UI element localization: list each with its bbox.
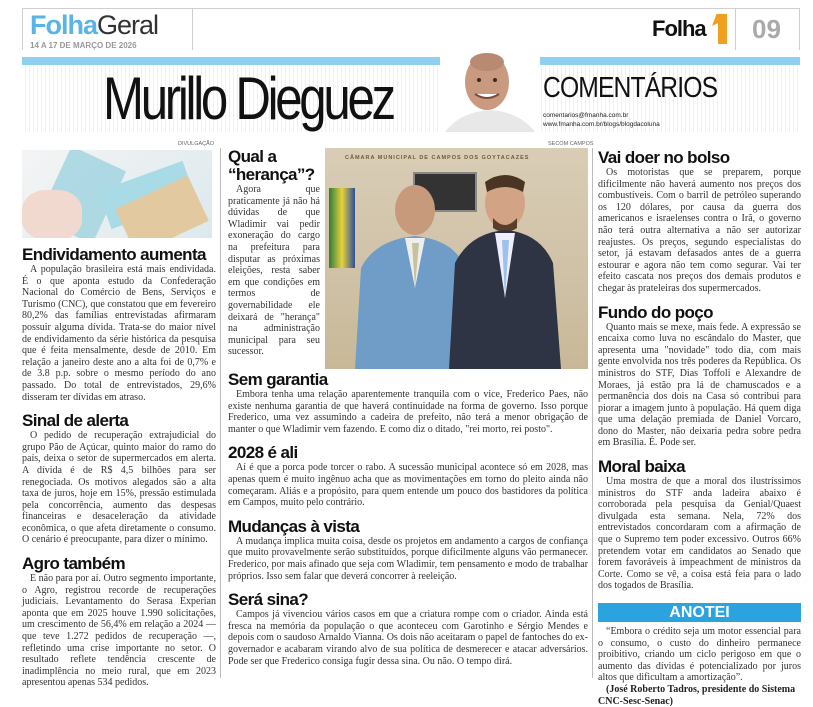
article-title: Moral baixa xyxy=(598,457,685,477)
header-divider xyxy=(735,9,736,50)
section-brand xyxy=(30,11,158,39)
column-title: COMENTÁRIOS xyxy=(543,72,718,104)
right-column xyxy=(598,149,801,707)
article-title: Fundo do poço xyxy=(598,302,713,322)
article-body-lead: Embora tenha uma xyxy=(236,389,315,400)
article-body: Aí é que a porca pode torcer o rabo. A sucessão municipal acontece só em 2028, mas apenas quem é muito ingênuo acha que as movimentações em torno do pleito ainda não começaram. Aliás e a propósito, para quem entende um pouco dos bastidores da política em Campos, muito pelo contrário. xyxy=(228,462,588,509)
article-body-continued: relação aparentemente tranquila com o vice, Frederico Paes, não existe nenhuma garantia de que haverá continuidade na forma de governo. Isso porque Frederico, uma vez assumindo a cadeira de prefeito, não terá a menor obrigação de manter o que Wladimir vem fazendo. E como diz o ditado, "rei morto, rei posto". xyxy=(228,389,589,435)
article-body: Quanto mais se mexe, mais fede. A expressão se encaixa como luva no escândalo do Master, que apresenta uma "novidade" todo dia, com mais gente envolvida nos três poderes da República. Os ministros do STF, Dias Toffoli e Alexandre de Moraes, já estão pra lá de chamuscados e a permanência dos dois na Casa só contribui para piorar a imagem junto à população. Há quem diga que uma delação premiada de Daniel Vorcaro, dono do Master, não deixaria pedra sobre pedra em Brasília. É. Pode ser. xyxy=(598,321,801,449)
article-body: Agora que praticamente já não há dúvidas de que Wladimir vai pedir exoneração do cargo na prefeitura para disputar as próximas eleições, resta saber em que condições em termos de governabilidade ele deixará de "herança" na administração municipal para seu sucessor. xyxy=(228,184,320,358)
article-heranca xyxy=(228,148,320,358)
column-email[interactable]: comentarios@fmanha.com.br xyxy=(543,112,629,119)
author-photo xyxy=(440,50,540,132)
anotei-quote: “Embora o crédito seja um motor essencial para o consumo, o custo do dinheiro permanece proibitivo, criando um ciclo perigoso em que o aumento das dívidas é potencializado por juros altos que dificultam a amortização”. xyxy=(598,626,801,684)
article-body xyxy=(228,389,588,435)
article-body: O pedido de recuperação extrajudicial do grupo Pão de Açúcar, quinto maior do ramo do país, deixa o setor de supermercados em alerta. A dívida é de R$ 4,5 bilhões para ser renegociada. Os motivos alegados são a alta taxa de juros, hoje em 15%, pressão estimulada pela concorrência, aumento das despesas financeiras e desaceleração da atividade econômica, o que afeta diretamente o consumo. O cenário é preocupante, para dizer o mínimo. xyxy=(22,430,216,546)
article-title: Sem garantia xyxy=(228,370,328,389)
anotei-quote-box xyxy=(598,626,801,707)
wall-sign: CÂMARA MUNICIPAL DE CAMPOS DOS GOYTACAZES xyxy=(345,155,530,161)
edition-date: 14 A 17 DE MARÇO DE 2026 xyxy=(30,41,137,50)
article-title: Sinal de alerta xyxy=(22,411,129,431)
column-divider xyxy=(220,148,221,678)
header-divider xyxy=(192,9,193,50)
politicians-photo xyxy=(325,148,588,369)
article-body: Campos já vivenciou vários casos em que a criatura rompe com o criador. Ainda está fresca na memória da população o que aconteceu com Garotinho e Sérgio Mendes e depois com o saudoso Arnaldo Vianna. Os dois não aceitaram o papel de fantoches do ex-governador e acabaram virando alvo de sua política de desmerecer e atacar adversários. Pode ser que Frederico consiga fugir dessa sina. Ou não. O tempo dirá. xyxy=(228,609,588,667)
article-title: Mudanças à vista xyxy=(228,516,360,536)
article-vai-doer-no-bolso xyxy=(598,149,801,295)
article-title: Vai doer no bolso xyxy=(598,148,730,167)
money-photo xyxy=(22,150,212,238)
anotei-source: (José Roberto Tadros, presidente do Sistema CNC-Sesc-Senac) xyxy=(598,683,796,707)
top-block xyxy=(228,148,588,369)
article-body: A população brasileira está mais endividada. É o que aponta estudo da Confederação Nacional do Comércio de Bens, Serviços e Turismo (CNC), que constatou que em fevereiro 80,2% das famílias entrevistadas afirmaram possuir alguma dívida. Trata-se do maior nível de endividamento da série histórica da pesquisa que é feita mensalmente, desde de 2010. Em relação a janeiro deste ano a alta foi de 0,7% e de 3.8 p.p. sobre o mesmo período do ano passado. Do total de entrevistados, 29,6% disseram ter dívidas em atraso. xyxy=(22,264,216,403)
article-title: Será sina? xyxy=(228,590,308,610)
article-body: E não para por aí. Outro segmento importante, o Agro, registrou recorde de recuperações judiciais. Levantamento do Serasa Experian aponta que em 2025 houve 1.990 solicitações, um crescimento de 56,4% em relação a 2024 — que teve 1.272 pedidos de recuperação —, refletindo uma crise importante no setor. O resultado reflete tendência crescente de inadimplência no meio rural, que em 2023 apresentou apenas 534 pedidos. xyxy=(22,573,216,689)
article-sem-garantia xyxy=(228,371,588,435)
anotei-banner: ANOTEI xyxy=(598,603,801,622)
article-title: Qual a “herança”? xyxy=(228,147,315,184)
column-blog-link[interactable]: www.fmanha.com.br/blogs/blogdacoluna xyxy=(543,121,660,128)
article-moral-baixa xyxy=(598,458,801,592)
article-sera-sina xyxy=(228,591,588,667)
photo-credit: SECOM CAMPOS xyxy=(548,141,594,147)
article-sinal-de-alerta xyxy=(22,412,216,546)
column-divider xyxy=(592,148,593,678)
article-body: A mudança implica muita coisa, desde os projetos em andamento a cargos de confiança que muito provavelmente serão substituídos, porque dificilmente alguns vão permanecer. Frederico, por mais afinado que seja com Wladimir, tem pensamento e modo de trabalhar próprios. Isso sem falar que deverá concorrer à reeleição. xyxy=(228,535,588,582)
article-2028 xyxy=(228,444,588,508)
middle-column xyxy=(228,148,588,676)
column-author: Murillo Dieguez xyxy=(103,65,393,132)
paper-logo: Folha xyxy=(652,16,706,41)
article-title: Endividamento aumenta xyxy=(22,245,206,264)
brand-folha: Folha xyxy=(30,10,97,40)
article-body: Uma mostra de que a moral dos ilustríssimos ministros do STF anda ladeira abaixo é corroborada pela pesquisa da Genial/Quaest divulgada esta semana. Nela, 72% dos entrevistados concordaram com a afirmação de que o Supremo tem poder excessivo. Outros 66% pretendem votar em candidatos ao Senado que forem favoráveis à impeachment de ministros da Corte. Como se vê, a coisa está feia para o lado dos togados de Brasília. xyxy=(598,476,801,592)
article-agro xyxy=(22,555,216,689)
page-number: 09 xyxy=(752,14,781,44)
photo-credit: DIVULGAÇÃO xyxy=(178,141,215,147)
side-stack xyxy=(228,148,320,369)
article-body: Os motoristas que se preparem, porque dificilmente não haverá aumento nos preços dos combustíveis. Com o barril de petróleo superando os 120 dólares, por causa da guerra dos americanos e israelenses contra o Irã, o governo não terá outra alternativa a não ser autorizar reajustes. Os preços, segundo especialistas do setor, já estavam defasados antes de a guerra estourar e agora não tem como segurar. Vai ter efeito cascata nos preços dos demais produtos e chegar às prateleiras dos supermercados. xyxy=(598,167,801,294)
article-fundo-do-poco xyxy=(598,304,801,450)
article-title: 2028 é ali xyxy=(228,443,298,463)
article-mudancas xyxy=(228,518,588,582)
brand-geral: Geral xyxy=(97,10,159,40)
article-title: Agro também xyxy=(22,554,125,574)
left-column xyxy=(22,150,216,698)
article-endividamento xyxy=(22,246,216,403)
